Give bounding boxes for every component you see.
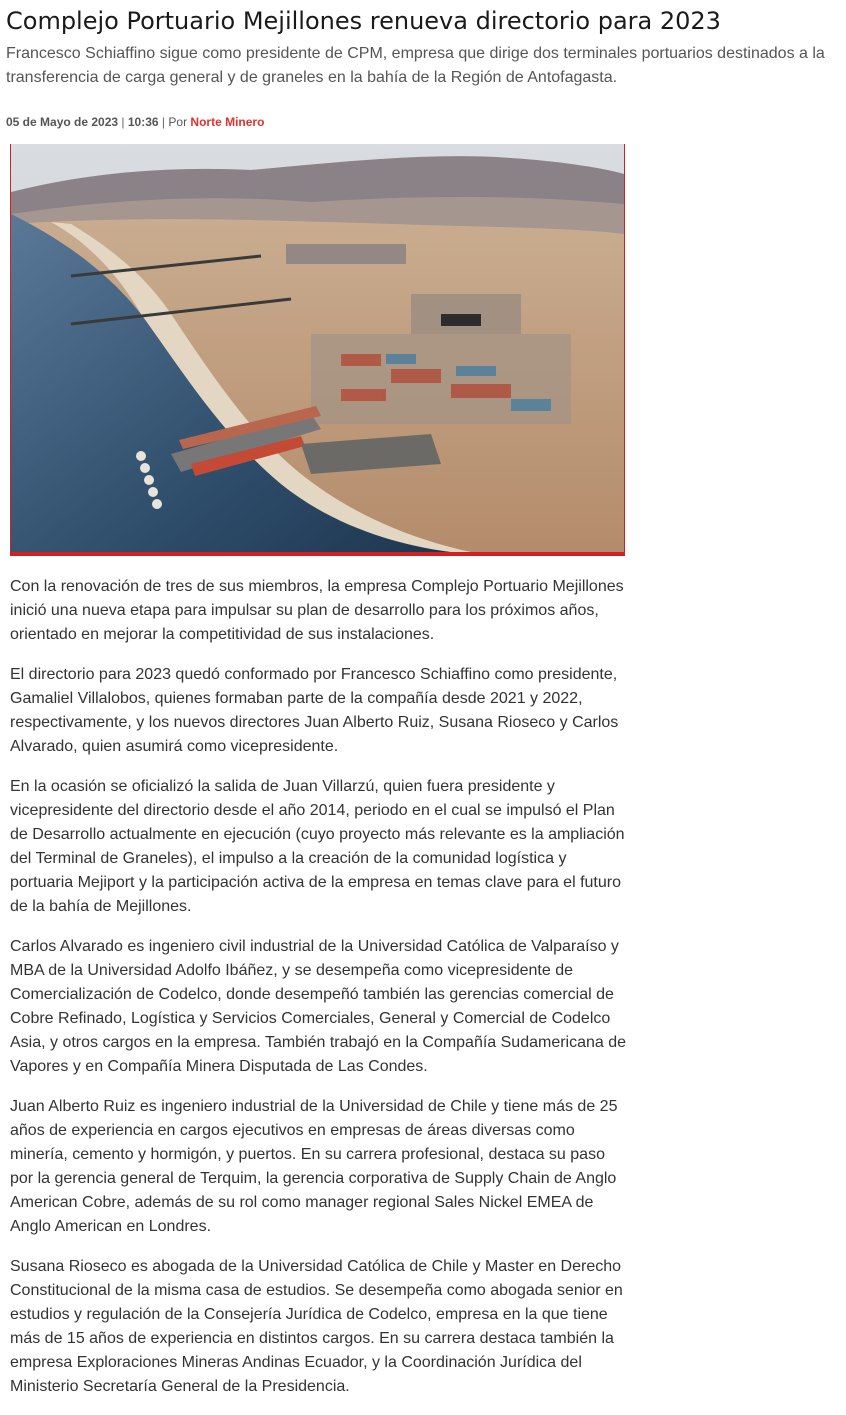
by-label: Por <box>168 115 188 129</box>
article-paragraph: Carlos Alvarado es ingeniero civil industrial de la Universidad Católica de Valparaíso y MBA de la Universidad Adolfo Ibáñez, y se desempeña como vicepresidente de Comercialización de Codelco, donde desempeñó también las gerencias comercial de Cobre Refinado, Logística y Servicios Comerciales, General y Comercial de Codelco Asia, y otros cargos en la empresa. También trabajó en la Compañía Sudamericana de Vapores y en Compañía Minera Disputada de Las Condes. <box>10 938 627 1075</box>
article-body <box>10 575 628 1415</box>
article-paragraph: Con la renovación de tres de sus miembros, la empresa Complejo Portuario Mejillones inició una nueva etapa para impulsar su plan de desarrollo para los próximos años, orientado en mejorar la competitividad de sus instalaciones. <box>10 578 624 643</box>
article-paragraph: El directorio para 2023 quedó conformado por Francesco Schiaffino como presidente, Gamaliel Villalobos, quienes formaban parte de la compañía desde 2021 y 2022, respectivamente, y los nuevos directores Juan Alberto Ruiz, Susana Rioseco y Carlos Alvarado, quien asumirá como vicepresidente. <box>10 666 619 755</box>
article-meta <box>6 114 264 130</box>
aerial-port-image <box>11 144 624 552</box>
article-time: 10:36 <box>127 115 159 129</box>
article-date: 05 de Mayo de 2023 <box>6 115 119 129</box>
article-paragraph: En la ocasión se oficializó la salida de Juan Villarzú, quien fuera presidente y vicepresidente del directorio desde el año 2014, periodo en el cual se impulsó el Plan de Desarrollo actualmente en ejecución (cuyo proyecto más relevante es la ampliación del Terminal de Graneles), el impulso a la creación de la comunidad logística y portuaria Mejiport y la participación activa de la empresa en temas clave para el futuro de la bahía de Mejillones. <box>10 778 625 915</box>
article-photo <box>10 144 625 556</box>
article-title: Complejo Portuario Mejillones renueva directorio para 2023 <box>6 7 721 35</box>
meta-separator: | <box>121 115 125 129</box>
article-paragraph: Susana Rioseco es abogada de la Universidad Católica de Chile y Master en Derecho Constitucional de la misma casa de estudios. Se desempeña como abogada senior en estudios y regulación de la Consejería Jurídica de Codelco, empresa en la que tiene más de 15 años de experiencia en distintos cargos. En su carrera destaca también la empresa Exploraciones Mineras Andinas Ecuador, y la Coordinación Jurídica del Ministerio Secretaría General de la Presidencia. <box>10 1258 623 1395</box>
meta-separator: | <box>161 115 166 129</box>
author-link[interactable]: Norte Minero <box>190 115 265 129</box>
article-lead: Francesco Schiaffino sigue como presidente de CPM, empresa que dirige dos terminales portuarios destinados a la transferencia de carga general y de graneles en la bahía de la Región de Antofagasta. <box>6 45 825 86</box>
article-paragraph: Juan Alberto Ruiz es ingeniero industrial de la Universidad de Chile y tiene más de 25 años de experiencia en cargos ejecutivos en empresas de áreas diversas como minería, cemento y hormigón, y puertos. En su carrera profesional, destaca su paso por la gerencia general de Terquim, la gerencia corporativa de Supply Chain de Anglo American Cobre, además de su rol como manager regional Sales Nickel EMEA de Anglo American en Londres. <box>10 1098 618 1235</box>
